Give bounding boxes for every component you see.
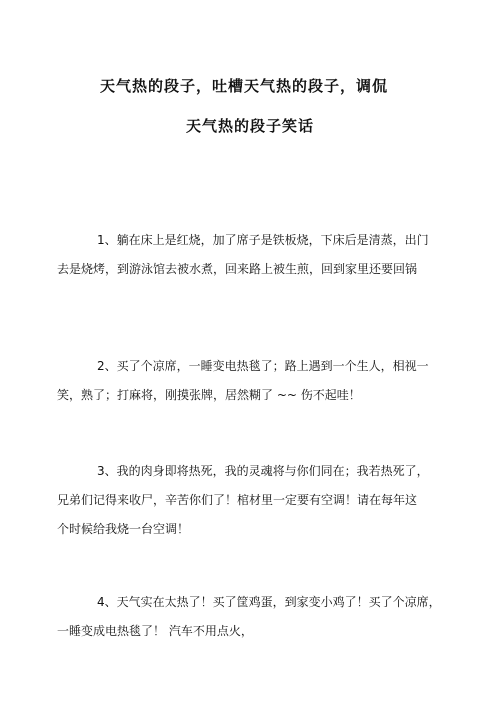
paragraph-2-line-1: 2、买了个凉席，一睡变电热毯了；路上遇到一个生人，相视一 xyxy=(97,359,429,373)
paragraph-3-line-2: 兄弟们记得来收尸，辛苦你们了！棺材里一定要有空调！请在每年这 xyxy=(57,493,418,507)
paragraph-4-line-2: 一睡变成电热毯了！ 汽车不用点火， xyxy=(57,624,253,638)
document-title-line-1: 天气热的段子，吐槽天气热的段子，调侃 xyxy=(99,77,388,95)
paragraph-2-line-2: 笑，熟了；打麻将，刚摸张牌，居然糊了 ~~ 伤不起哇！ xyxy=(57,388,361,402)
document-title-line-2: 天气热的段子笑话 xyxy=(185,117,314,135)
paragraph-4-line-1: 4、天气实在太热了！买了筐鸡蛋，到家变小鸡了！买了个凉席， xyxy=(97,595,441,609)
paragraph-3-line-1: 3、我的肉身即将热死，我的灵魂将与你们同在；我若热死了， xyxy=(97,464,429,478)
paragraph-4 xyxy=(57,588,441,646)
paragraph-2 xyxy=(57,352,437,410)
paragraph-3 xyxy=(57,457,437,544)
paragraph-3-line-3: 个时候给我烧一台空调！ xyxy=(57,522,190,536)
paragraph-1-line-1: 1、躺在床上是红烧，加了席子是铁板烧，下床后是清蒸，出门 xyxy=(97,233,429,247)
paragraph-1-line-2: 去是烧烤，到游泳馆去被水煮，回来路上被生煎，回到家里还要回锅 xyxy=(57,262,418,276)
paragraph-1 xyxy=(57,226,437,284)
